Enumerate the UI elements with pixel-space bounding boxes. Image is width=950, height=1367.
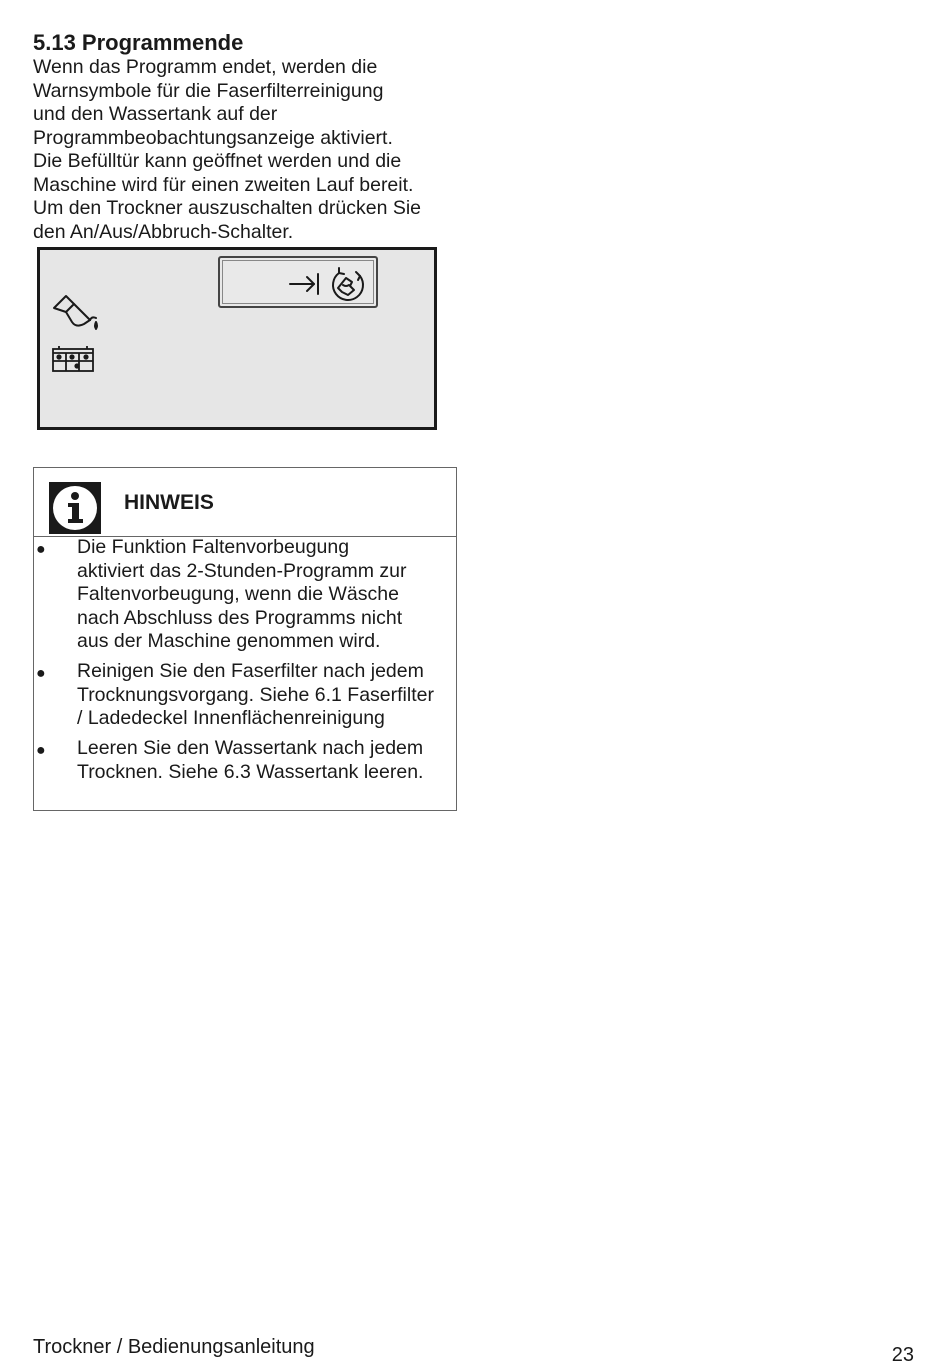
footer-document-title: Trockner / Bedienungsanleitung [33,1336,315,1358]
note-box [33,467,457,811]
intro-line: Wenn das Programm endet, werden die [33,56,378,78]
bullet-text [77,660,457,731]
bullet-line: aus der Maschine genommen wird. [77,630,381,652]
intro-line: den An/Aus/Abbruch-Schalter. [33,220,294,243]
bullet-marker: ● [36,742,46,759]
bullet-line: Trocknen. Siehe 6.3 Wassertank leeren. [77,760,424,783]
list-item [34,737,456,791]
list-item [34,536,456,660]
footer-page-number: 23 [891,1344,914,1366]
bullet-line: Faltenvorbeugung, wenn die Wäsche [77,583,399,605]
bullet-line: Reinigen Sie den Faserfilter nach jedem [77,660,424,682]
status-window [218,256,378,308]
list-item [34,660,456,737]
program-monitor-display [37,247,437,430]
info-icon [49,482,101,534]
bullet-marker: ● [36,665,46,682]
bullet-marker: ● [36,541,46,558]
section-title: 5.13 Programmende [33,30,244,55]
note-title: HINWEIS [124,491,214,514]
water-tank-icon [52,292,104,332]
bullet-line: Leeren Sie den Wassertank nach jedem [77,737,424,759]
bullet-line: Die Funktion Faltenvorbeugung [77,536,350,558]
intro-line: Programmbeobachtungsanzeige aktiviert. [33,126,393,149]
bullet-text [77,737,457,784]
intro-paragraph [33,56,463,244]
note-header [34,468,456,537]
intro-line: Die Befülltür kann geöffnet werden und die [33,150,402,172]
note-bullet-list [34,536,456,791]
bullet-line: Trocknungsvorgang. Siehe 6.1 Faserfilter [77,683,434,706]
lint-filter-icon [52,345,94,373]
bullet-line: aktiviert das 2-Stunden-Programm zur [77,559,407,582]
intro-line: und den Wassertank auf der [33,103,278,125]
intro-line: Warnsymbole für die Faserfilterreinigung [33,79,384,102]
anti-crease-drum-icon [333,268,363,300]
bullet-line: / Ladedeckel Innenflächenreinigung [77,707,385,729]
bullet-text [77,536,457,654]
program-end-arrow-icon [290,274,318,294]
intro-line: Um den Trockner auszuschalten drücken Sie [33,197,422,219]
intro-line: Maschine wird für einen zweiten Lauf bereit. [33,173,414,196]
status-icons [288,266,368,302]
bullet-line: nach Abschluss des Programms nicht [77,606,403,629]
